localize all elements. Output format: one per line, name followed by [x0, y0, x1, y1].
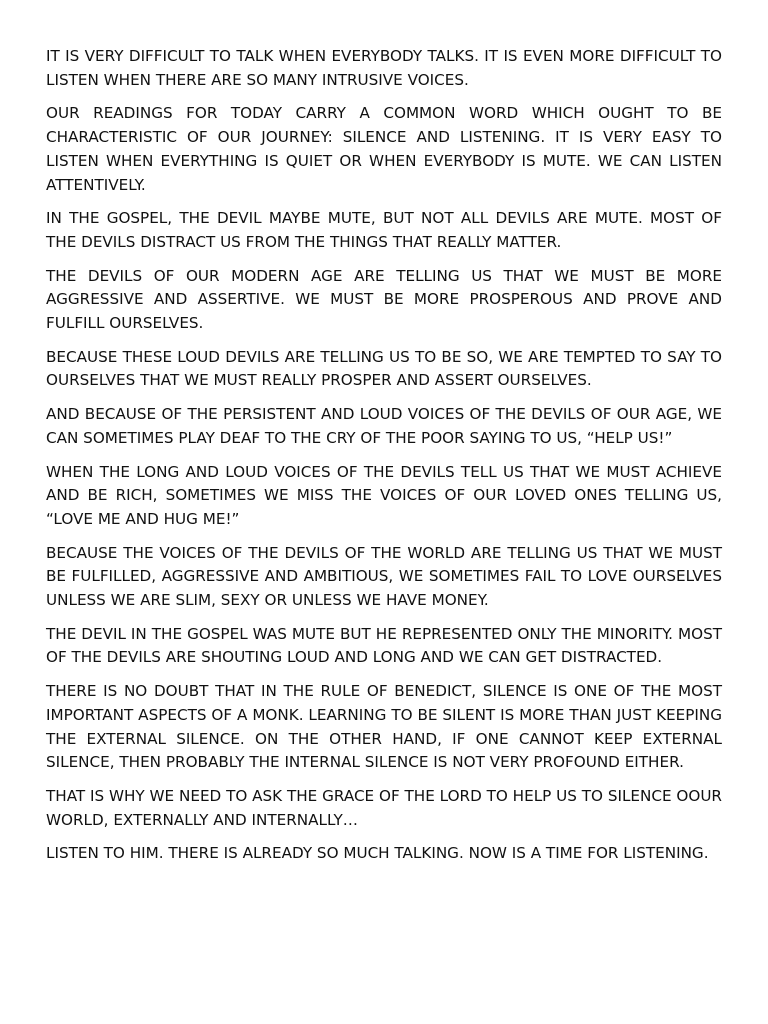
- paragraph-11: THAT IS WHY WE NEED TO ASK THE GRACE OF THE LORD TO HELP US TO SILENCE OOUR WORLD, EXTERNALLY AND INTERNALLY…: [46, 786, 722, 829]
- paragraph-12: LISTEN TO HIM. THERE IS ALREADY SO MUCH TALKING. NOW IS A TIME FOR LISTENING.: [46, 844, 709, 863]
- paragraph-6: AND BECAUSE OF THE PERSISTENT AND LOUD VOICES OF THE DEVILS OF OUR AGE, WE CAN SOMETIMES PLAY DEAF TO THE CRY OF THE POOR SAYING TO US, “HELP US!”: [46, 405, 722, 447]
- paragraph-8: BECAUSE THE VOICES OF THE DEVILS OF THE WORLD ARE TELLING US THAT WE MUST BE FULFILLED, AGGRESSIVE AND AMBITIOUS, WE SOMETIMES FAIL TO LOVE OURSELVES UNLESS WE ARE SLIM, SEXY OR UNLESS WE HAVE MONEY.: [46, 543, 722, 610]
- paragraph-9: THE DEVIL IN THE GOSPEL WAS MUTE BUT HE REPRESENTED ONLY THE MINORITY. MOST OF THE DEVILS ARE SHOUTING LOUD AND LONG AND WE CAN GET DISTRACTED.: [46, 624, 722, 667]
- paragraph-4: THE DEVILS OF OUR MODERN AGE ARE TELLING US THAT WE MUST BE MORE AGGRESSIVE AND ASSERTIVE. WE MUST BE MORE PROSPEROUS AND PROVE AND FULFILL OURSELVES.: [46, 266, 722, 333]
- paragraph-2: OUR READINGS FOR TODAY CARRY A COMMON WORD WHICH OUGHT TO BE CHARACTERISTIC OF OUR JOURNEY: SILENCE AND LISTENING. IT IS VERY EASY TO LISTEN WHEN EVERYTHING IS QUIET OR WHEN EVERYBODY IS MUTE. WE CAN LISTEN ATTENTIVELY.: [46, 104, 722, 194]
- paragraph-1: IT IS VERY DIFFICULT TO TALK WHEN EVERYBODY TALKS. IT IS EVEN MORE DIFFICULT TO LISTEN WHEN THERE ARE SO MANY INTRUSIVE VOICES.: [46, 47, 722, 89]
- paragraph-5: BECAUSE THESE LOUD DEVILS ARE TELLING US TO BE SO, WE ARE TEMPTED TO SAY TO OURSELVES THAT WE MUST REALLY PROSPER AND ASSERT OURSELVES.: [46, 347, 722, 390]
- paragraph-7: WHEN THE LONG AND LOUD VOICES OF THE DEVILS TELL US THAT WE MUST ACHIEVE AND BE RICH, SOMETIMES WE MISS THE VOICES OF OUR LOVED ONES TELLING US, “LOVE ME AND HUG ME!”: [46, 462, 722, 528]
- paragraph-3: IN THE GOSPEL, THE DEVIL MAYBE MUTE, BUT NOT ALL DEVILS ARE MUTE. MOST OF THE DEVILS DISTRACT US FROM THE THINGS THAT REALLY MATTER.: [46, 209, 722, 251]
- paragraph-10: THERE IS NO DOUBT THAT IN THE RULE OF BENEDICT, SILENCE IS ONE OF THE MOST IMPORTANT ASPECTS OF A MONK. LEARNING TO BE SILENT IS MORE THAN JUST KEEPING THE EXTERNAL SILENCE. ON THE OTHER HAND, IF ONE CANNOT KEEP EXTERNAL SILENCE, THEN PROBABLY THE INTERNAL SILENCE IS NOT VERY PROFOUND EITHER.: [46, 682, 722, 772]
